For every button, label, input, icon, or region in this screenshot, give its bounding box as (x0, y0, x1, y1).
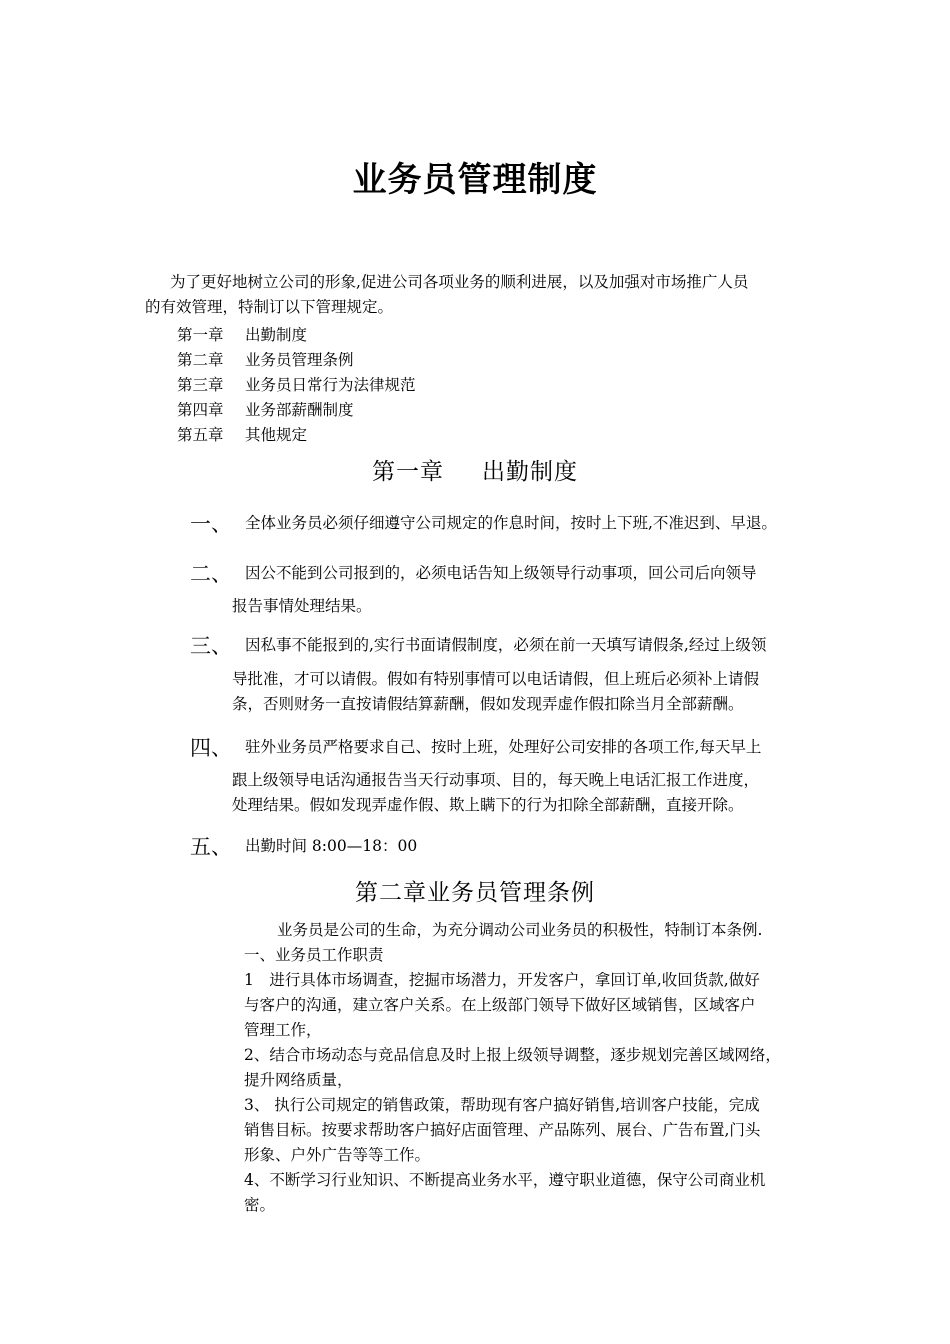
item-2-line-2: 报告事情处理结果。 (232, 597, 372, 615)
item-marker: 二、 (190, 562, 232, 586)
duty-3-line-3: 形象、户外广告等等工作。 (244, 1146, 431, 1164)
toc-item-2 (177, 348, 354, 370)
item-marker: 四、 (190, 736, 232, 760)
toc-item-label: 其他规定 (245, 426, 308, 444)
duty-1-line-3: 管理工作， (244, 1021, 322, 1039)
toc-item-label: 出勤制度 (245, 326, 308, 344)
item-3-line-3: 条，否则财务一直按请假结算薪酬，假如发现弄虚作假扣除当月全部薪酬。 (232, 695, 744, 713)
intro-line-2: 的有效管理，特制订以下管理规定。 (145, 298, 394, 316)
duty-3-line-1: 3、 执行公司规定的销售政策，帮助现有客户搞好销售,培训客户技能，完成 (244, 1096, 760, 1114)
duty-1-line-1: 1 进行具体市场调查，挖掘市场潜力，开发客户，拿回订单,收回货款,做好 (244, 971, 760, 989)
chapter2-intro: 业务员是公司的生命，为充分调动公司业务员的积极性，特制订本条例. (277, 921, 763, 939)
duty-4-line-2: 密。 (244, 1196, 276, 1214)
duty-2-line-1: 2、结合市场动态与竞品信息及时上报上级领导调整，逐步规划完善区域网络， (244, 1046, 781, 1064)
toc-item-4 (177, 398, 354, 420)
item-marker: 五、 (190, 835, 232, 859)
toc-item-label: 业务部薪酬制度 (245, 401, 354, 419)
item-5-line-1: 出勤时间 8:00—18：00 (245, 837, 418, 855)
item-marker: 一、 (190, 512, 232, 536)
item-2-line-1: 因公不能到公司报到的，必须电话告知上级领导行动事项，回公司后向领导 (245, 564, 757, 582)
duty-2-line-2: 提升网络质量， (244, 1071, 353, 1089)
chapter1-label: 出勤制度 (482, 459, 578, 485)
duty-1-line-2: 与客户的沟通，建立客户关系。在上级部门领导下做好区域销售，区域客户 (244, 996, 756, 1014)
document-title: 业务员管理制度 (352, 160, 598, 200)
toc-item-label: 业务员管理条例 (245, 351, 354, 369)
item-marker: 三、 (190, 634, 232, 658)
toc-item-num: 第三章 (177, 376, 224, 394)
item-3-line-2: 导批准，才可以请假。假如有特别事情可以电话请假，但上班后必须补上请假 (232, 670, 760, 688)
item-1-line-1: 全体业务员必须仔细遵守公司规定的作息时间，按时上下班,不准迟到、早退。 (245, 514, 777, 532)
toc-item-label: 业务员日常行为法律规范 (245, 376, 416, 394)
duty-3-line-2: 销售目标。按要求帮助客户搞好店面管理、产品陈列、展台、广告布置,门头 (244, 1121, 761, 1139)
toc-item-5 (177, 423, 307, 445)
toc-item-num: 第二章 (177, 351, 224, 369)
toc-item-num: 第四章 (177, 401, 224, 419)
chapter1-heading (0, 453, 950, 486)
toc-item-1 (177, 323, 307, 345)
toc-item-num: 第五章 (177, 426, 224, 444)
chapter2-section-heading: 一、业务员工作职责 (244, 946, 384, 964)
item-4-line-2: 跟上级领导电话沟通报告当天行动事项、目的，每天晚上电话汇报工作进度， (232, 771, 760, 789)
chapter2-heading: 第二章业务员管理条例 (355, 880, 595, 906)
toc-item-num: 第一章 (177, 326, 224, 344)
item-4-line-3: 处理结果。假如发现弄虚作假、欺上瞒下的行为扣除全部薪酬，直接开除。 (232, 796, 744, 814)
item-3-line-1: 因私事不能报到的,实行书面请假制度，必须在前一天填写请假条,经过上级领 (245, 636, 767, 654)
duty-4-line-1: 4、不断学习行业知识、不断提高业务水平，遵守职业道德，保守公司商业机 (244, 1171, 766, 1189)
chapter1-num: 第一章 (372, 459, 444, 485)
intro-line-1: 为了更好地树立公司的形象,促进公司各项业务的顺利进展，以及加强对市场推广人员 (170, 273, 749, 291)
item-4-line-1: 驻外业务员严格要求自己、按时上班，处理好公司安排的各项工作,每天早上 (245, 738, 762, 756)
toc-item-3 (177, 373, 416, 395)
